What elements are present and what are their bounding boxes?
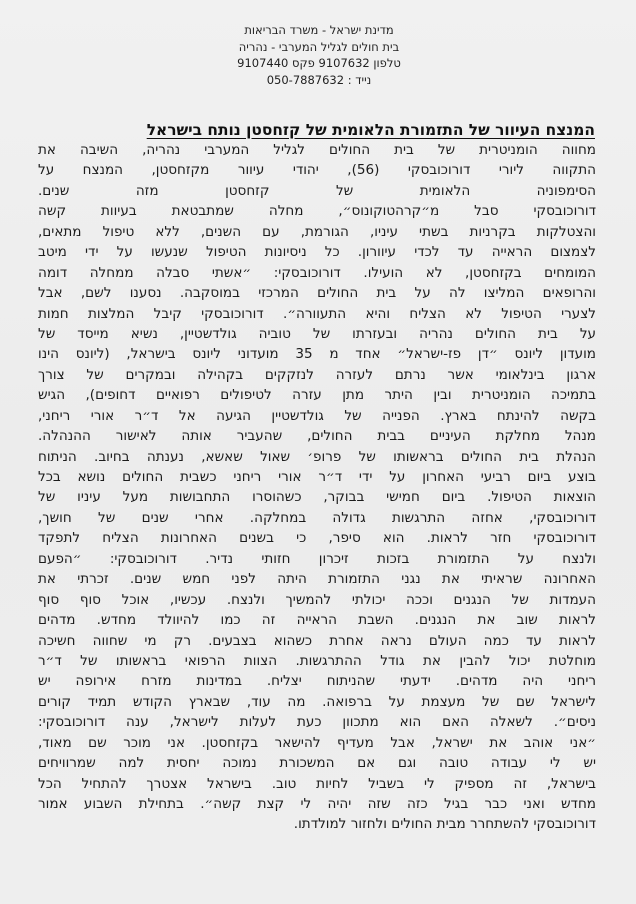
letterhead-mobile: נייד : 050-7887632 — [266, 72, 372, 87]
body-line: ריחני היה מדהים. ידעתי שהניתוח יצליח. במדינות מזרח אירופה יש — [38, 673, 596, 690]
body-line: העמדות של הנגנים וככה יכולתי להמשיך ולנצח. עכשיו, אוכל סוף סוף — [38, 591, 596, 608]
letterhead-ministry: מדינת ישראל - משרד הבריאות — [244, 23, 394, 37]
body-line: דורוכובסקי, אחזה התרגשות גדולה במחלקה. אחרי שנים של חושך, — [38, 509, 596, 526]
body-line: והצטלקות בקרניות בשתי עיניו, הגורמת, עם השנים, ללא טיפול מתאים, — [38, 223, 596, 240]
body-line: והרופאים המליצו לה על בית החולים המרכזי במוסקבה. נסענו לשם, אבל — [38, 285, 596, 302]
body-line: ״אני אוהב את ישראל, אבל מעדיף להישאר בקזחסטן. אני מוכר שם מאוד, — [38, 734, 596, 751]
body-line: הסימפוניה הלאומית של קזחסטן מזה שנים. — [38, 182, 596, 199]
body-line: ארגון בינלאומי אשר נרתם לעזרה לנזקקים בקהילה ובמקרים של צורך — [38, 366, 596, 383]
body-line: לצערי הטיפול לא הצליח והיא התעוורה״. דורוכובסקי קיבל המלצות חמות — [38, 305, 596, 322]
letterhead — [200, 22, 438, 88]
article-title: המנצח העיוור של התזמורת הלאומית של קזחסטן נותח בישראל — [146, 121, 595, 139]
letterhead-phone-fax: טלפון 9107632 פקס 9107440 — [237, 56, 401, 71]
body-line: לישראל שם של מעצמת על ברפואה. מה עוד, שבארץ הקודש תמיד קורים — [38, 693, 596, 710]
body-line: בקשה להינתח בארץ. הפנייה של גולדשטיין הגיעה אל ד״ר אורי ריחני, — [38, 407, 596, 424]
body-line: התקווה ליורי דורוכובסקי (56), יהודי עיוור מקזחסטן, המנצח על — [38, 162, 596, 179]
body-line: לראות עד כמה העולם נראה אחרת כשהוא בצבעים. רק מי שחווה חשיכה — [38, 632, 596, 649]
body-line: הוצאות הטיפול. ביום חמישי בבוקר, כשהוסרו התחבושות מעל עיניו של — [38, 489, 596, 506]
body-line: דורוכובסקי סבל מ״קרהטוקונוס״, מחלה שמתבטאת בעיוות קשה — [38, 203, 596, 220]
body-line: בתמיכה הומניטרית ובין היתר מתן עזרה לטיפולים רפואיים דחופים), הגיש — [38, 387, 596, 404]
body-line: הנהלת בית החולים בראשותו של פרופ׳ שאול שאשא, נענתה בחיוב. הניתוח — [38, 448, 596, 465]
body-line: ניסים״. לשאלה האם הוא מתכוון כעת לעלות לישראל, ענה דורוכובסקי: — [38, 714, 596, 731]
body-line: יש לי עבודה טובה וגם אם המשכורת נמוכה יחסית למה שמרוויחים — [38, 755, 596, 772]
body-line: מחדש ואני כבר בגיל כזה שזה יהיה לי קצת קשה״. בתחילת השבוע אמור — [38, 796, 596, 812]
body-line: מועדון ליונס ״דן פז-ישראל״ אחד מ 35 מועדוני ליונס בישראל, (ליונס הינו — [38, 346, 596, 363]
body-line: מנהל מחלקת העיניים בבית החולים, שהעביר אותה לאישור ההנהלה. — [38, 428, 596, 445]
body-line: בישראל, זה מספיק לי בשביל לחיות טוב. בישראל אצטרך להתחיל הכל — [38, 775, 596, 792]
body-line: לצמצום הראייה עד לכדי עיוורון. כל ניסיונות הטיפול שנעשו על ידי מיטב — [38, 244, 596, 261]
body-line: ולנצח על התזמורת בזכות זיכרון חזותי נדיר. דורוכובסקי: ״הפעם — [38, 550, 596, 567]
body-line: דורוכובסקי להשתחרר מבית החולים ולחזור למולדתו. — [293, 816, 596, 833]
article-body — [38, 140, 596, 835]
body-line: מחווה הומניטרית של בית החולים לגליל המערבי נהריה, השיבה את — [38, 142, 596, 158]
body-line: על בית החולים נהריה ובעזרתו של טוביה גולדשטיין, נשיא מייסד של — [38, 325, 596, 342]
body-line: מוחלטת יכול להבין את גודל ההתרגשות. הצוות הרפואי בראשותו של ד״ר — [38, 652, 596, 669]
body-line: המומחים בקזחסטן, לא הועילו. דורוכובסקי: ״אשתי סבלה ממחלה דומה — [38, 264, 596, 281]
letterhead-hospital: בית חולים לגליל המערבי - נהריה — [238, 39, 400, 54]
body-line: האחרונה שראיתי את נגני התזמורת היתה לפני חמש שנים. זכרתי את — [38, 571, 596, 588]
body-line: דורוכובסקי חזר לראות. הוא סיפר, כי בשנים האחרונות הצליח לתפקד — [38, 530, 596, 547]
body-line: בוצע ביום רביעי האחרון על ידי ד״ר אורי ריחני כשבית החולים נושא בכל — [38, 469, 596, 485]
body-line: לראות שוב את הנגנים. השבת הראייה זה כמו להיוולד מחדש. מדהים — [38, 612, 596, 629]
